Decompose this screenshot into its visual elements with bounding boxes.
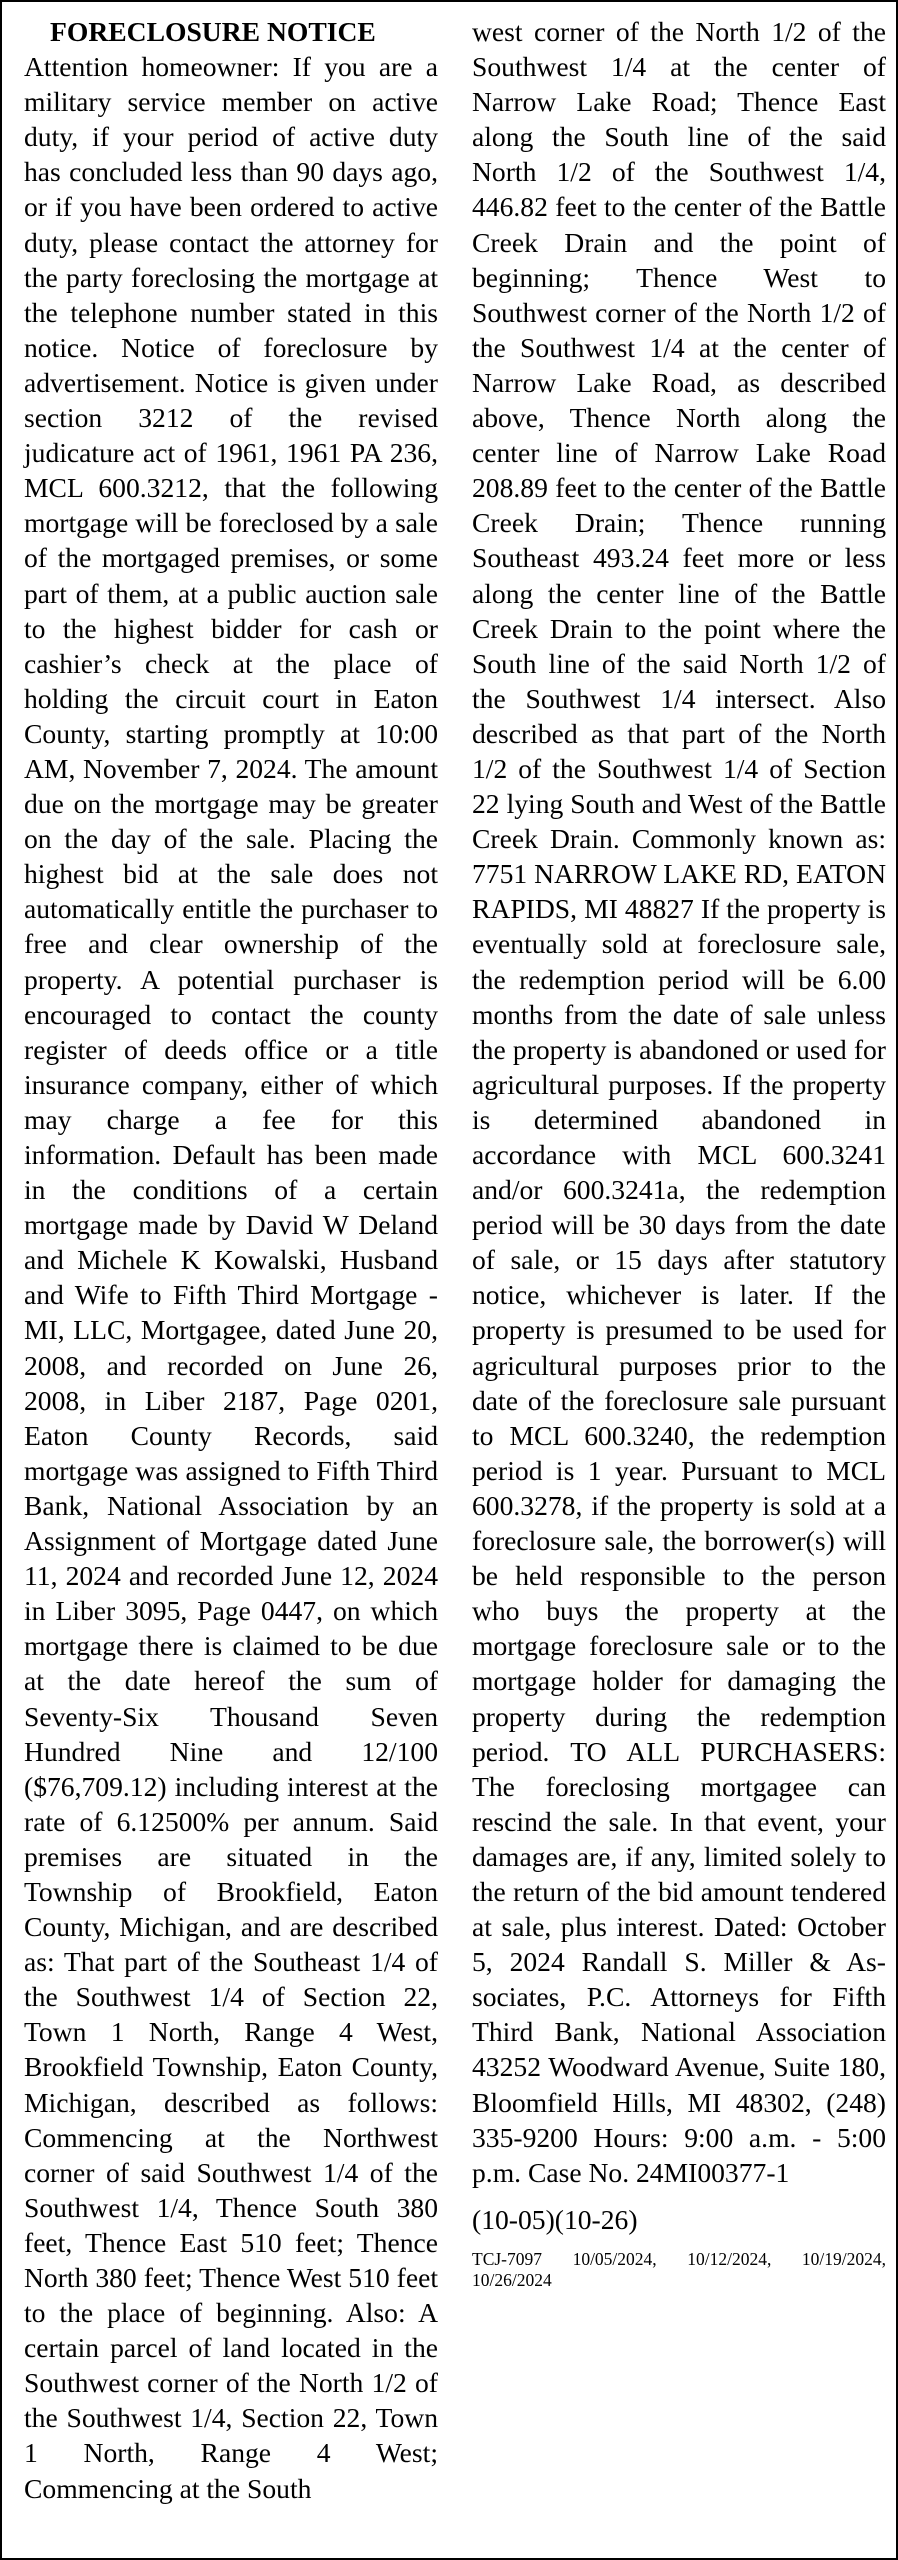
run-dates: (10-05)(10-26) bbox=[472, 2203, 638, 2235]
left-column bbox=[24, 14, 438, 2506]
notice-body-right: west corner of the North 1/2 of the Southwest 1/4 at the center of Narrow Lake Road; Thence East along the South line of the said North 1/2 of the Southwest 1/4, 446.82 feet to the center of the Battle Creek Drain and the point of beginning; Thence West to Southwest corner of the North 1/2 of the Southwest 1/4 at the center of Narrow Lake Road, as described above, Thence North along the center line of Narrow Lake Road 208.89 feet to the center of the Battle Creek Drain; Thence running Southeast 493.24 feet more or less along the center line of the Battle Creek Drain to the point where the South line of the said North 1/2 of the Southwest 1/4 intersect. Also described as that part of the North 1/2 of the Southwest 1/4 of Section 22 lying South and West of the Battle Creek Drain. Commonly known as: 7751 NARROW LAKE RD, EATON RAPIDS, MI 48827 If the property is eventually sold at foreclosure sale, the redemption period will be 6.00 months from the date of sale unless the property is abandoned or used for agricultural purposes. If the property is determined abandoned in accordance with MCL 600.3241 and/or 600.3241a, the redemption period will be 30 days from the date of sale, or 15 days after statutory notice, whichever is later. If the property is presumed to be used for agricultural purposes prior to the date of the foreclosure sale pursuant to MCL 600.3240, the redemption period is 1 year. Pursuant to MCL 600.3278, if the property is sold at a foreclosure sale, the borrower(s) will be held responsible to the person who buys the property at the mortgage foreclosure sale or to the mortgage holder for damaging the property during the redemption period. TO ALL PURCHASERS: The foreclosing mortgagee can rescind the sale. In that event, your damages are, if any, limited solely to the return of the bid amount tendered at sale, plus interest. Dated: October 5, 2024 Randall S. Miller & Associates, P.C. Attorneys for Fifth Third Bank, National Association 43252 Woodward Avenue, Suite 180, Bloomfield Hills, MI 48302, (248) 335-9200 Hours: 9:00 a.m. - 5:00 p.m. Case No. 24MI00377-1 bbox=[472, 16, 886, 2188]
right-column bbox=[472, 14, 886, 2291]
publication-footer: TCJ-7097 10/05/2024, 10/12/2024, 10/19/2024, 10/26/2024 bbox=[472, 2248, 886, 2290]
notice-title: FORECLOSURE NOTICE bbox=[50, 16, 376, 47]
notice-body-left: Attention homeowner: If you are a military service member on active duty, if your period of active duty has concluded less than 90 days ago, or if you have been ordered to active duty, please contact the attorney for the party foreclosing the mortgage at the telephone number stated in this notice. Notice of foreclosure by advertisement. Notice is given under section 3212 of the revised judicature act of 1961, 1961 PA 236, MCL 600.3212, that the following mortgage will be foreclosed by a sale of the mortgaged premises, or some part of them, at a public auction sale to the highest bidder for cash or cashier’s check at the place of holding the circuit court in Eaton County, starting promptly at 10:00 AM, November 7, 2024. The amount due on the mortgage may be greater on the day of the sale. Placing the highest bid at the sale does not automatically entitle the purchaser to free and clear ownership of the property. A potential purchaser is encouraged to contact the county register of deeds office or a title insurance company, either of which may charge a fee for this information. Default has been made in the conditions of a certain mortgage made by David W Deland and Michele K Kowalski, Husband and Wife to Fifth Third Mortgage - MI, LLC, Mortgagee, dated June 20, 2008, and recorded on June 26, 2008, in Liber 2187, Page 0201, Eaton County Records, said mortgage was assigned to Fifth Third Bank, National Association by an Assignment of Mortgage dated June 11, 2024 and recorded June 12, 2024 in Liber 3095, Page 0447, on which mortgage there is claimed to be due at the date hereof the sum of Seventy-Six Thousand Seven Hundred Nine and 12/100 ($76,709.12) including interest at the rate of 6.12500% per annum. Said premises are situated in the Township of Brookfield, Eaton County, Michigan, and are described as: That part of the Southeast 1/4 of the Southwest 1/4 of Section 22, Town 1 North, Range 4 West, Brookfield Township, Eaton County, Michigan, described as follows: Commencing at the Northwest corner of said Southwest 1/4 of the Southwest 1/4, Thence South 380 feet, Thence East 510 feet; Thence North 380 feet; Thence West 510 feet to the place of beginning. Also: A certain parcel of land located in the Southwest corner of the North 1/2 of the Southwest 1/4, Section 22, Town 1 North, Range 4 West; Commencing at the South bbox=[24, 51, 438, 2504]
